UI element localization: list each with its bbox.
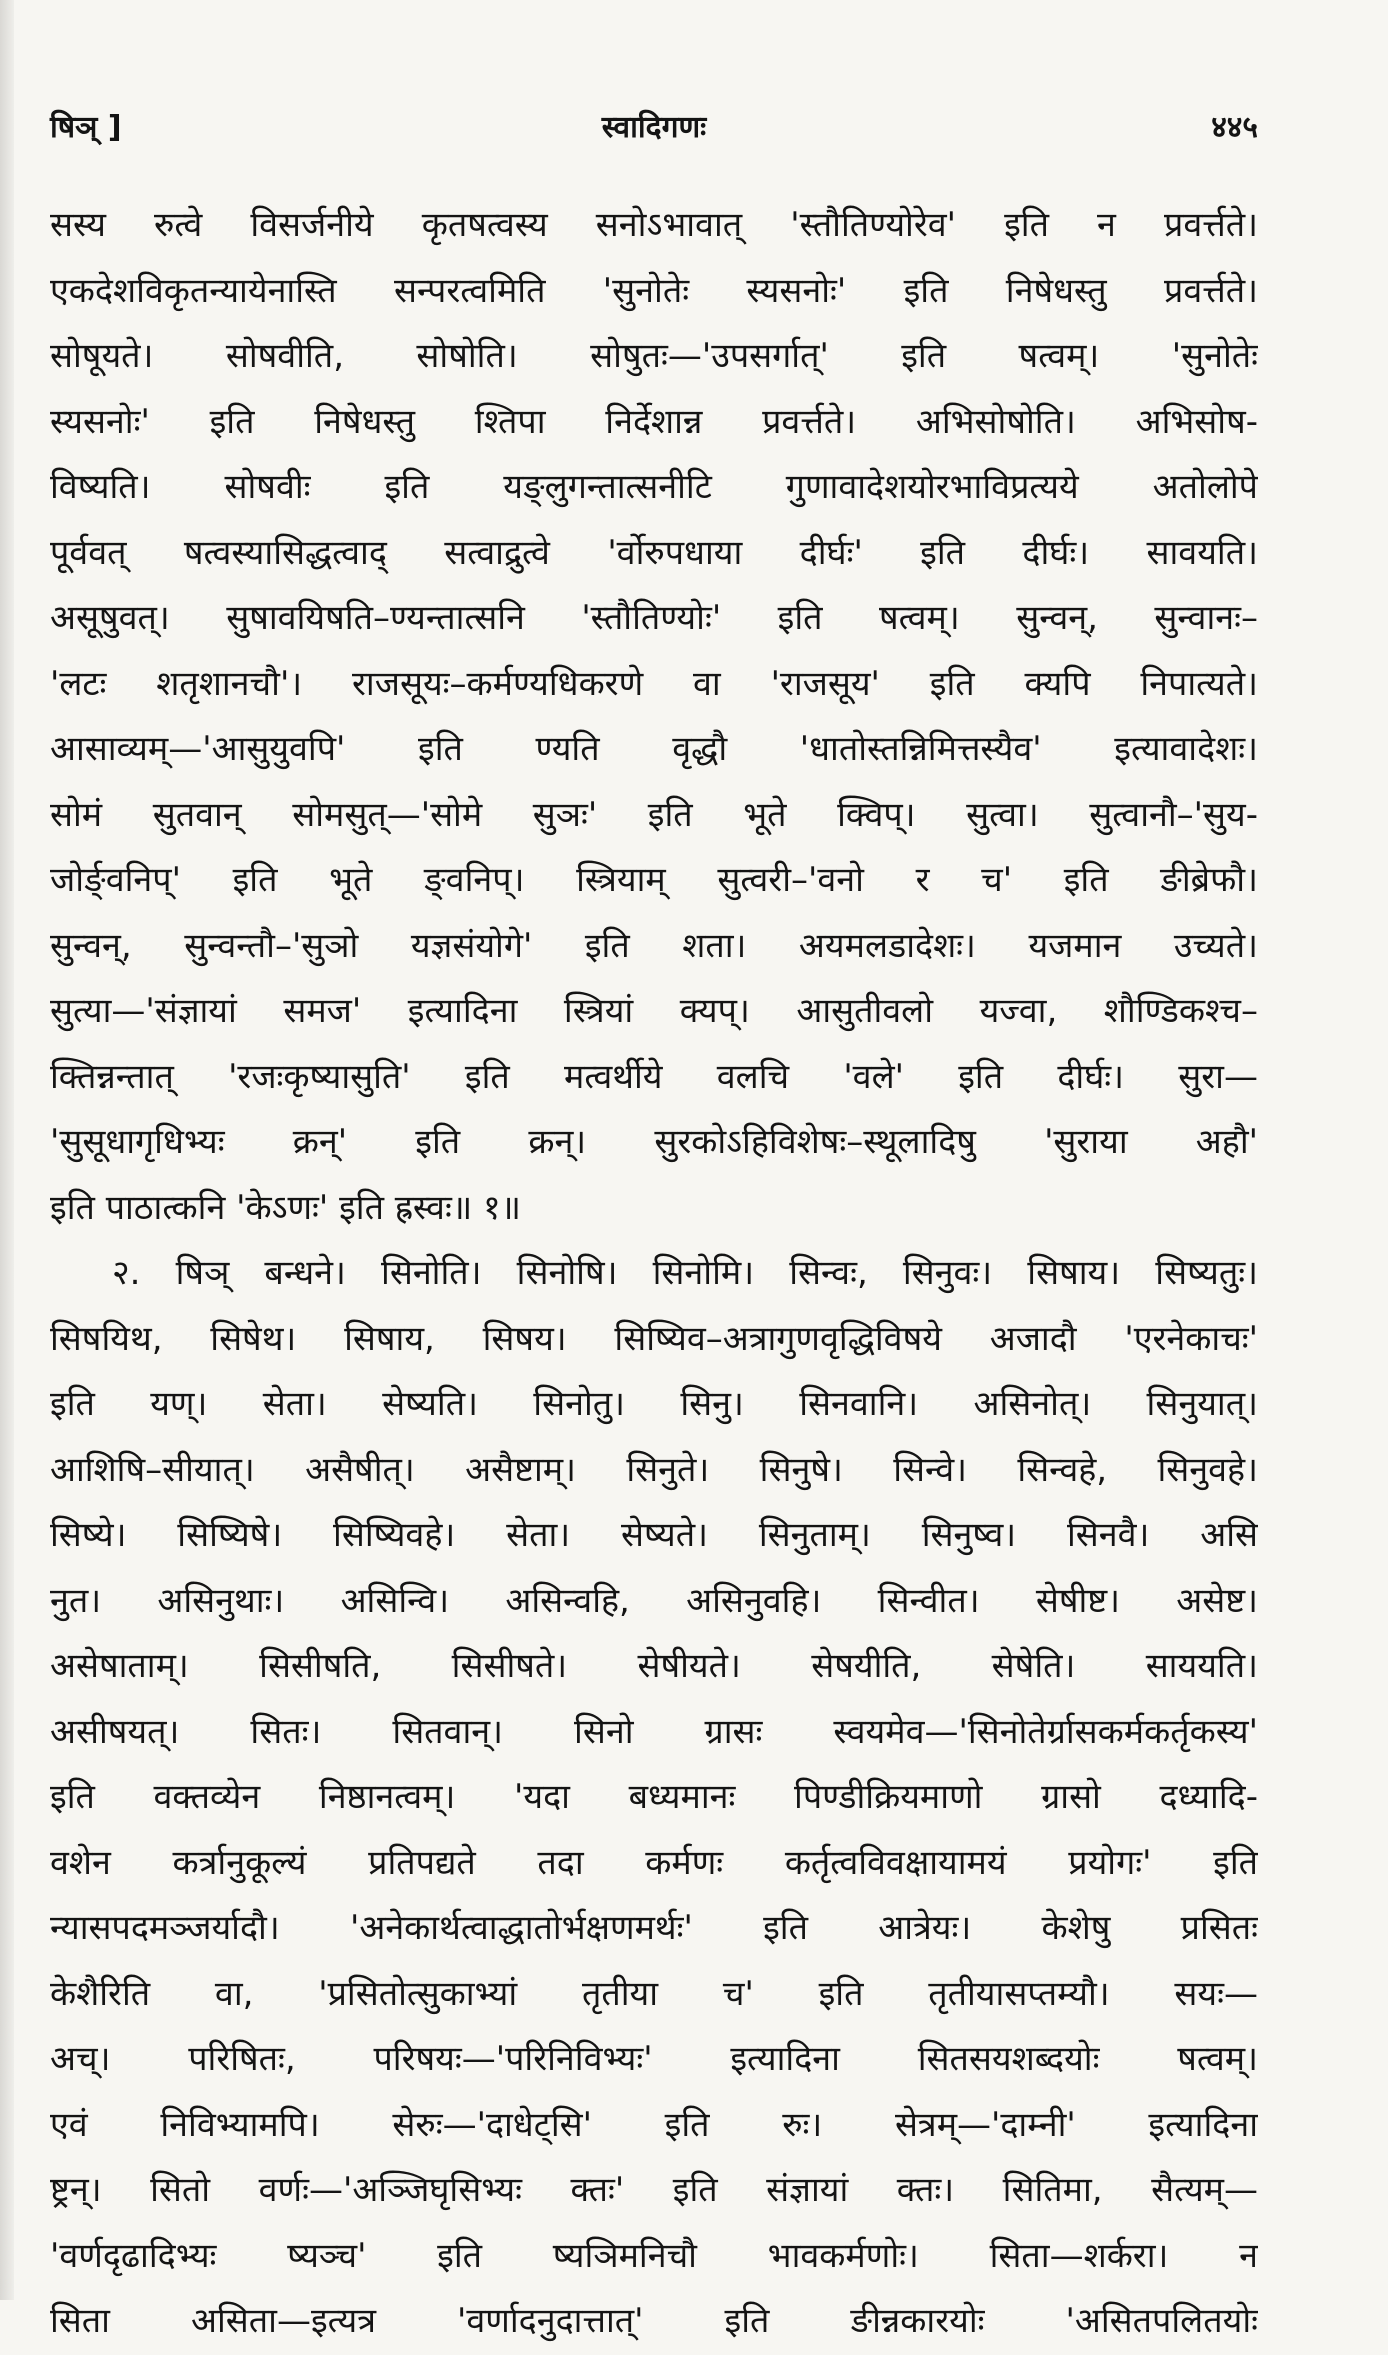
text-line: इति यण्। सेता। सेष्यति। सिनोतु। सिनु। सिनवानि। असिनोत्। सिनुयात्। xyxy=(50,1384,1258,1424)
paragraph-start-line: २. षिञ् बन्धने। सिनोति। सिनोषि। सिनोमि। सिन्वः, सिनुवः। सिषाय। सिष्यतुः। xyxy=(112,1253,1258,1293)
text-line: स्यसनोः' इति निषेधस्तु श्तिपा निर्देशान्न प्रवर्त्तते। अभिसोषोति। अभिसोष- xyxy=(50,401,1258,442)
text-line: वशेन कर्त्रानुकूल्यं प्रतिपद्यते तदा कर्मणः कर्तृत्वविवक्षायामयं प्रयोगः' इति xyxy=(50,1842,1258,1883)
text-line: 'लटः शतृशानचौ'। राजसूयः–कर्मण्यधिकरणे वा 'राजसूय' इति क्यपि निपात्यते। xyxy=(50,663,1258,704)
page-number: ४४५ xyxy=(1211,109,1258,145)
text-line: सस्य रुत्वे विसर्जनीये कृतषत्वस्य सनोऽभावात् 'स्तौतिण्योरेव' इति न प्रवर्त्तते। xyxy=(50,205,1258,245)
text-line: जोर्ङ्वनिप्' इति भूते ङ्वनिप्। स्त्रियाम् सुत्वरी–'वनो र च' इति ङीब्रेफौ। xyxy=(50,860,1258,900)
text-line: न्यासपदमञ्जर्यादौ। 'अनेकार्थत्वाद्धातोर्भक्षणमर्थः' इति आत्रेयः। केशेषु प्रसितः xyxy=(50,1908,1258,1948)
text-line: एकदेशविकृतन्यायेनास्ति सन्परत्वमिति 'सुनोतेः स्यसनोः' इति निषेधस्तु प्रवर्त्तते। xyxy=(50,270,1258,311)
text-line: सिता असिता—इत्यत्र 'वर्णादनुदात्तात्' इति ङीन्नकारयोः 'असितपलितयोः xyxy=(50,2301,1258,2341)
paragraph-end-line: इति पाठात्कनि 'केऽणः' इति ह्रस्वः॥ १॥ xyxy=(50,1187,522,1228)
text-line: केशैरिति वा, 'प्रसितोत्सुकाभ्यां तृतीया च' इति तृतीयासप्तम्यौ। सयः— xyxy=(50,1973,1258,2014)
running-header xyxy=(50,95,1258,155)
text-line: असीषयत्। सितः। सितवान्। सिनो ग्रासः स्वयमेव—'सिनोतेर्ग्रासकर्मकर्तृकस्य' xyxy=(50,1711,1258,1752)
text-line: एवं निविभ्यामपि। सेरुः—'दाधेट्सि' इति रुः। सेत्रम्—'दाम्नी' इत्यादिना xyxy=(50,2104,1258,2145)
header-chapter-title: स्वादिगणः xyxy=(601,109,707,145)
page-body-text xyxy=(50,193,1258,2355)
text-line: सोमं सुतवान् सोमसुत्—'सोमे सुञः' इति भूते क्विप्। सुत्वा। सुत्वानौ–'सुय- xyxy=(50,794,1258,835)
page-gutter-shadow xyxy=(0,0,14,2300)
text-line: सिषयिथ, सिषेथ। सिषाय, सिषय। सिष्यिव–अत्रागुणवृद्धिविषये अजादौ 'एरनेकाचः' xyxy=(50,1318,1258,1359)
text-line: अच्। परिषितः, परिषयः—'परिनिविभ्यः' इत्यादिना सितसयशब्दयोः षत्वम्। xyxy=(50,2039,1258,2079)
text-line: 'वर्णदृढादिभ्यः ष्यञ्च' इति ष्यञिमनिचौ भावकर्मणोः। सिता—शर्करा। न xyxy=(50,2235,1258,2276)
text-line: पूर्ववत् षत्वस्यासिद्धत्वाद् सत्वाद्रुत्वे 'र्वोरुपधाया दीर्घः' इति दीर्घः। सावयति। xyxy=(50,532,1258,573)
text-line: असेषाताम्। सिसीषति, सिसीषते। सेषीयते। सेषयीति, सेषेति। साययति। xyxy=(50,1646,1258,1686)
text-line: विष्यति। सोषवीः इति यङ्लुगन्तात्सनीटि गुणावादेशयोरभाविप्रत्यये अतोलोपे xyxy=(50,467,1258,507)
text-line: असूषुवत्। सुषावयिषति–ण्यन्तात्सनि 'स्तौतिण्योः' इति षत्वम्। सुन्वन्, सुन्वानः– xyxy=(50,598,1258,638)
text-line: सुन्वन्, सुन्वन्तौ–'सुञो यज्ञसंयोगे' इति शता। अयमलडादेशः। यजमान उच्यते। xyxy=(50,925,1258,966)
header-section-marker: षिञ् ] xyxy=(50,109,122,145)
text-line: 'सुसूधागृधिभ्यः क्रन्' इति क्रन्। सुरकोऽहिविशेषः–स्थूलादिषु 'सुराया अहौ' xyxy=(50,1122,1258,1162)
text-line: सिष्ये। सिष्यिषे। सिष्यिवहे। सेता। सेष्यते। सिनुताम्। सिनुष्व। सिनवै। असि xyxy=(50,1515,1258,1555)
text-line: आसाव्यम्—'आसुयुवपि' इति ण्यति वृद्धौ 'धातोस्तन्निमित्तस्यैव' इत्यावादेशः। xyxy=(50,729,1258,769)
text-line: ष्ट्रन्। सितो वर्णः—'अञ्जिघृसिभ्यः क्तः' इति संज्ञायां क्तः। सितिमा, सैत्यम्— xyxy=(50,2170,1258,2210)
text-line: आशिषि–सीयात्। असैषीत्। असैष्टाम्। सिनुते। सिनुषे। सिन्वे। सिन्वहे, सिनुवहे। xyxy=(50,1449,1258,1490)
text-line: सुत्या—'संज्ञायां समज' इत्यादिना स्त्रियां क्यप्। आसुतीवलो यज्वा, शौण्डिकश्च– xyxy=(50,991,1258,1031)
text-line: नुत। असिनुथाः। असिन्वि। असिन्वहि, असिनुवहि। सिन्वीत। सेषीष्ट। असेष्ट। xyxy=(50,1580,1258,1621)
text-line: क्तिन्नन्तात् 'रजःकृष्यासुति' इति मत्वर्थीये वलचि 'वले' इति दीर्घः। सुरा— xyxy=(50,1056,1258,1097)
text-line: सोषूयते। सोषवीति, सोषोति। सोषुतः—'उपसर्गात्' इति षत्वम्। 'सुनोतेः xyxy=(50,336,1258,376)
text-line: इति वक्तव्येन निष्ठानत्वम्। 'यदा बध्यमानः पिण्डीक्रियमाणो ग्रासो दध्यादि- xyxy=(50,1777,1258,1817)
